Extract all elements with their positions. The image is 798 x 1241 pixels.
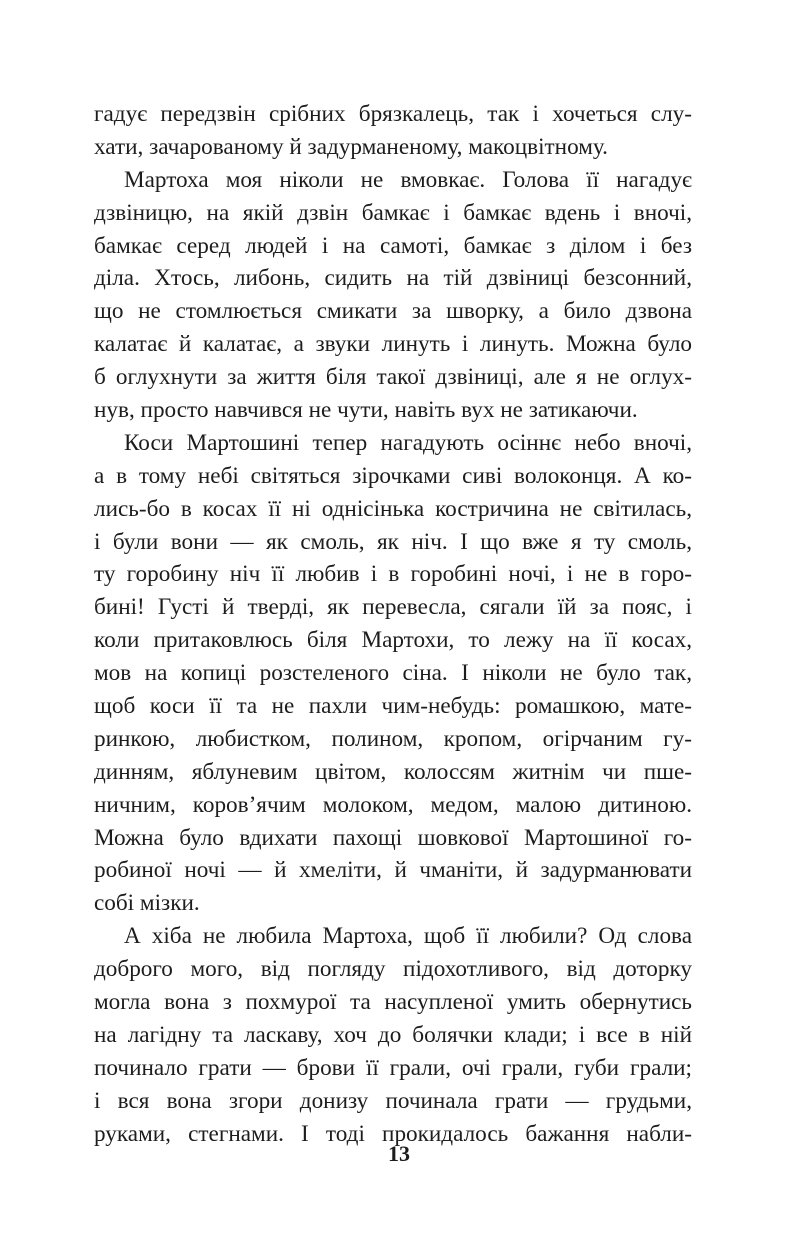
text-line: на лагідну та ласкаву, хоч до болячки клади; і все в ній — [94, 1021, 692, 1048]
text-line: руками, стегнами. І тоді прокидалось бажання набли- — [94, 1120, 692, 1147]
paragraph — [94, 164, 692, 427]
text-line: собі мізки. — [94, 890, 200, 917]
text-line: А хіба не любила Мартоха, щоб її любили? Од слова — [124, 923, 692, 950]
text-line: доброго мого, від погляду підохотливого, від доторку — [94, 956, 692, 983]
text-line: мов на копиці розстеленого сіна. І ніколи не було так, — [94, 660, 692, 687]
text-line: динням, яблуневим цвітом, колоссям житнім чи пше- — [94, 758, 692, 785]
page-number: 13 — [388, 1141, 410, 1166]
text-line: бині! Густі й тверді, як перевесла, сягали їй за пояс, і — [94, 594, 692, 621]
text-line: калатає й калатає, а звуки линуть і линуть. Можна було — [94, 331, 692, 358]
text-line: коли притаковлюсь біля Мартохи, то лежу на її косах, — [94, 627, 692, 654]
text-line: починало грати — брови її грали, очі грали, губи грали; — [94, 1054, 692, 1081]
text-line: ничним, коров’ячим молоком, медом, малою дитиною. — [94, 791, 692, 818]
paragraph — [94, 920, 692, 1150]
paragraph — [94, 98, 692, 164]
text-line: нув, просто навчився не чути, навіть вух не затикаючи. — [94, 397, 638, 424]
text-line: бамкає серед людей і на самоті, бамкає з ділом і без — [94, 232, 692, 259]
text-line: і були вони — як смоль, як ніч. І що вже я ту смоль, — [94, 528, 692, 555]
text-line: ринкою, любистком, полином, кропом, огірчаним гу- — [94, 725, 692, 752]
paragraph — [94, 427, 692, 920]
text-line: робиної ночі — й хмеліти, й чманіти, й задурманювати — [94, 857, 692, 884]
text-line: і вся вона згори донизу починала грати — грудьми, — [94, 1087, 692, 1114]
text-line: що не стомлюється смикати за шворку, а било дзвона — [94, 298, 692, 325]
text-line: лись-бо в косах її ні однісінька костричина не світилась, — [94, 495, 692, 522]
text-line: ту горобину ніч її любив і в горобині ночі, і не в горо- — [94, 561, 692, 588]
text-line: щоб коси її та не пахли чим-небудь: ромашкою, мате- — [94, 693, 692, 720]
page-text — [94, 98, 692, 1151]
text-line: хати, зачарованому й задурманеному, макоцвітному. — [94, 133, 608, 160]
text-line: б оглухнути за життя біля такої дзвіниці, але я не оглух- — [94, 364, 692, 391]
text-line: могла вона з похмурої та насупленої умить обернутись — [94, 989, 692, 1016]
text-line: Коси Мартошині тепер нагадують осіннє небо вночі, — [124, 429, 692, 456]
text-line: Мартоха моя ніколи не вмовкає. Голова її нагадує — [124, 166, 692, 193]
text-line: гадує передзвін срібних брязкалець, так і хочеться слу- — [94, 101, 692, 127]
text-line: діла. Хтось, либонь, сидить на тій дзвіниці безсонний, — [94, 265, 692, 292]
text-line: Можна було вдихати пахощі шовкової Мартошиної го- — [94, 824, 692, 851]
text-line: а в тому небі світяться зірочками сиві волоконця. А ко- — [94, 462, 692, 489]
text-line: дзвіницю, на якій дзвін бамкає і бамкає вдень і вночі, — [94, 199, 692, 226]
